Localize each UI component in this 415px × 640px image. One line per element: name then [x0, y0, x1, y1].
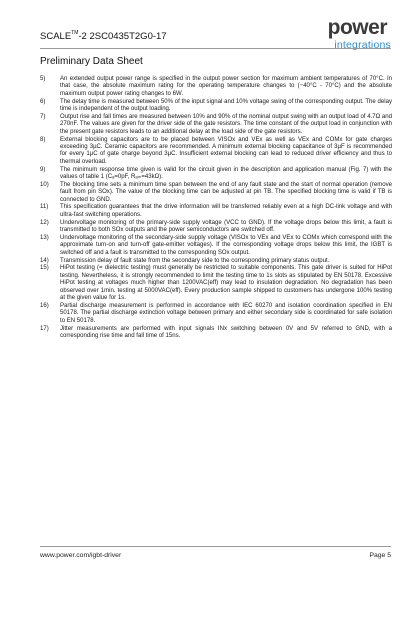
- footnote-number: 16): [40, 302, 49, 309]
- footnote-text: The minimum response time given is valid for the circuit given in the description and application manual (Fig. 7) with the values of table 1 (Cₐ=0pF, Rₐₘ=43kΩ).: [60, 166, 392, 181]
- footer-url: www.power.com/igbt-driver: [40, 552, 122, 559]
- footnote: [40, 303, 392, 325]
- footnote-number: 11): [40, 204, 49, 211]
- footnote-number: 13): [40, 234, 49, 241]
- footnote-number: 9): [40, 166, 46, 173]
- header-divider: [40, 48, 391, 49]
- footnote-text: Transmission delay of fault state from the secondary side to the corresponding primary status output.: [60, 257, 330, 264]
- footnote-text: Partial discharge measurement is performed in accordance with IEC 60270 and isolation coordination specified in EN 50178. The partial discharge extinction voltage between primary and either secondary side is coordinated for safe isolation to EN 50178.: [60, 302, 392, 324]
- footnote-number: 10): [40, 181, 49, 188]
- footnote-text: Undervoltage monitoring of the primary-side supply voltage (VCC to GND). If the voltage drops below this limit, a fault is transmitted to both SOx outputs and the power semiconductors are switched off.: [60, 219, 392, 234]
- footnote-number: 17): [40, 325, 49, 332]
- footnote: [40, 182, 392, 204]
- footnote-text: Output rise and fall times are measured between 10% and 90% of the nominal output swing with an output load of 4.7Ω and 270nF. The values are given for the driver side of the gate resistors. The time constant of the output load in conjunction with the present gate resistors leads to an additional delay at the load side of the gate resistors.: [60, 113, 392, 135]
- footnote-number: 12): [40, 219, 49, 226]
- footnote: [40, 220, 392, 235]
- footnote: [40, 99, 392, 114]
- footnote-text: The blocking time sets a minimum time span between the end of any fault state and the start of normal operation (remove fault from pin SOx). The value of the blocking time can be adjusted at pin TB. The specified blocking time is valid if TB is connected to GND.: [60, 181, 392, 203]
- footnote-text: The delay time is measured between 50% of the input signal and 10% voltage swing of the corresponding output. The delay time is independent of the output loading.: [60, 98, 392, 113]
- footnote: [40, 258, 392, 265]
- footnote: [40, 137, 392, 167]
- footnote-number: 14): [40, 257, 49, 264]
- footnote-number: 7): [40, 113, 46, 120]
- footer-divider: [40, 546, 391, 547]
- logo-integrations-text: integrations: [334, 39, 391, 51]
- footnote: [40, 76, 392, 98]
- footnote: [40, 235, 392, 257]
- footnote-text: External blocking capacitors are to be placed between VISOx and VEx as well as VEx and COMx for gate charges exceeding 3µC. Ceramic capacitors are recommended. A minimum external blocking capacitance of 3µF is recommended for every 1µC of gate charge beyond 3µC. Insufficient external blocking can lead to reduced driver efficiency and thus to thermal overload.: [60, 136, 392, 165]
- footnote: [40, 326, 392, 341]
- footnote-text: Undervoltage monitoring of the secondary-side supply voltage (VISOx to VEx and VEx to COMx which correspond with the approximate turn-on and turn-off gate-emitter voltages). If the corresponding voltage drops below this limit, the IGBT is switched off and a fault is transmitted to the corresponding SOx output.: [60, 234, 392, 256]
- footnote-text: This specification guarantees that the drive information will be transferred reliably even at a high DC-link voltage and with ultra-fast switching operations.: [60, 204, 392, 218]
- footnote: [40, 114, 392, 136]
- footnote-number: 5): [40, 76, 46, 82]
- document-title: SCALE™-2 2SC0435T2G0-17: [40, 30, 167, 42]
- logo-power-text: power: [327, 16, 387, 39]
- footnote-number: 15): [40, 265, 49, 272]
- footnote: [40, 167, 392, 182]
- section-title: Preliminary Data Sheet: [40, 56, 143, 67]
- footnote-text: HiPot testing (= dielectric testing) must generally be restricted to suitable components. This gate driver is suited for HiPot testing. Nevertheless, it is strongly recommended to limit the testing time to 1s slots as stipulated by EN 50178. Excessive HiPot testing at voltages much higher than 1200VAC(eff) may lead to insulation degradation. No degradation has been observed over 1min. testing at 5000VAC(eff). Every production sample shipped to customers has undergone 100% testing at the given value for 1s.: [60, 265, 392, 302]
- footnote-text: An extended output power range is specified in the output power section for maximum ambient temperatures of 70°C. In that case, the absolute maximum rating for the operating temperature changes to (−40°C - 70°C) and the absolute maximum output power rating changes to 6W.: [60, 76, 392, 97]
- footnotes-list: [40, 76, 392, 341]
- footnote-text: Jitter measurements are performed with input signals INx switching between 0V and 5V referred to GND, with a corresponding rise time and fall time of 15ns.: [60, 325, 392, 339]
- footnote: [40, 204, 392, 219]
- footnote-number: 6): [40, 98, 46, 105]
- footnote-number: 8): [40, 136, 46, 143]
- page-number: Page 5: [369, 552, 391, 559]
- footnote: [40, 265, 392, 302]
